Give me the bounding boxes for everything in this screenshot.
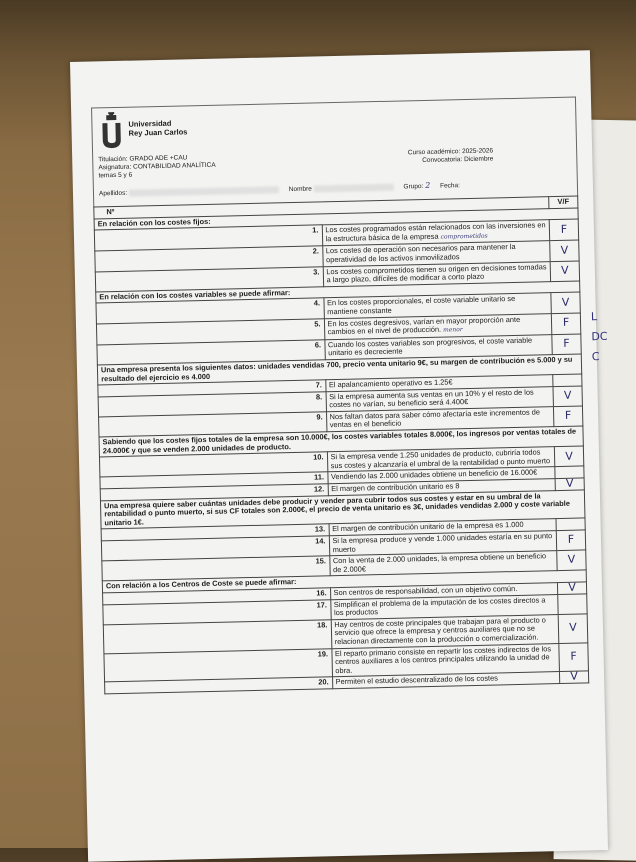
question-text: Nos faltan datos para saber cómo afectaría este incrementos de ventas en el beneficio: [326, 406, 554, 431]
question-text: En los costes proporcionales, el coste variable unitario se mantiene constante: [323, 293, 551, 318]
answer-cell[interactable]: F: [559, 642, 589, 671]
margin-mark: DC: [591, 329, 608, 344]
col-vf: V/F: [549, 196, 578, 208]
answer-cell[interactable]: [556, 518, 585, 530]
section-costes-totales: Sabiendo que los costes fijos totales de la empresa son 10.000€, los costes variables totales 8.000€, los ingresos por ventas totales de 24.000€ y que se venden 2.000 unidades de producto.: [99, 426, 583, 457]
question-text: Si la empresa produce y vende 1.000 unidades estaría en su punto muerto: [329, 531, 557, 556]
question-text: El reparto primario consiste en repartir los costes indirectos de los centros auxiliares a los centros principales utilizando la unidad de obra.: [331, 643, 559, 677]
question-text: Simplifican el problema de la imputación de los costes directos a los productos: [330, 594, 558, 619]
section-centros-coste: Con relación a los Centros de Coste se puede afirmar:: [102, 570, 586, 593]
question-text: Permiten el estudio descentralizado de los costes: [332, 672, 560, 689]
question-text: El margen de contribución unitario es 8: [328, 479, 556, 496]
question-text: Con la venta de 2.000 unidades, la empresa obtiene un beneficio de 2.000€: [329, 551, 557, 576]
grupo-value: 2: [425, 180, 431, 190]
question-number: 19.: [104, 648, 332, 682]
asignatura: Asignatura: CONTABILIDAD ANALÍTICA: [98, 161, 216, 172]
question-number: 14.: [101, 536, 329, 561]
question-text: Los costes de operación son necesarios para mantener la operatividad de los activos inmovilizados: [322, 241, 550, 266]
question-text: Si la empresa vende 1.250 unidades de producto, cubriría todos sus costes y alcanzaría el umbral de la rentabilidad o punto muerto: [327, 447, 555, 472]
question-5-text: En los costes degresivos, varían en mayor proporción ante cambios en el nivel de producción.: [327, 314, 521, 337]
question-text: Vendiendo las 2.000 unidades obtiene un beneficio de 16.000€: [327, 467, 555, 484]
question-number: 6.: [97, 340, 325, 365]
titulacion: Titulación: GRADO ADE +CAU: [98, 154, 188, 164]
university-logo-icon: [100, 112, 123, 150]
col-number: Nº: [94, 197, 549, 219]
question-text: El apalancamiento operativo es 1.25€: [325, 375, 553, 392]
question-number: 16.: [103, 588, 331, 605]
answer-cell[interactable]: V: [559, 671, 588, 683]
question-number: 20.: [105, 677, 333, 694]
answer-cell[interactable]: V: [555, 478, 584, 490]
section-costes-variables: En relación con los costes variables se puede afirmar:: [96, 281, 580, 304]
answer-cell[interactable]: F: [552, 334, 581, 355]
section-punto-muerto: Una empresa quiere saber cuántas unidades debe producir y vender para cubrir todos sus costes y estar en su umbral de la rentabilidad o punto muerto, si sus CF totales son 2.000€, el precio de venta unitario es 3€, unidades vendidas 2.000 y coste variable unitario 1€.: [100, 490, 585, 530]
fecha-label: Fecha:: [439, 182, 461, 190]
answer-cell[interactable]: V: [557, 582, 586, 594]
university-name: [128, 118, 187, 137]
temas: temas 5 y 6: [98, 171, 133, 180]
question-number: 11.: [100, 472, 328, 489]
question-text: Son centros de responsabilidad, con un objetivo común.: [330, 583, 558, 600]
question-number: 15.: [102, 556, 330, 581]
curso-academico: Curso académico: 2025-2026: [407, 147, 494, 157]
section-datos-empresa: Una empresa presenta los siguientes datos: unidades vendidas 700, precio venta unitario 9€, su margen de contribución es 5.000 y su resultado del ejercicio es 4.000: [97, 354, 581, 385]
handwritten-note: menor: [443, 326, 463, 334]
exam-meta: [343, 147, 493, 166]
answer-cell[interactable]: V: [557, 550, 586, 571]
university-line-2: Rey Juan Carlos: [128, 127, 188, 138]
question-number: 10.: [99, 452, 327, 477]
question-number: 17.: [103, 599, 331, 624]
question-1-text: Los costes programados están relacionados con las inversiones en la estructura básica de la empresa: [325, 220, 546, 244]
question-text: Cuando los costes variables son progresivos, el coste variable unitario es decreciente: [324, 334, 552, 359]
question-number: 5.: [96, 318, 324, 344]
handwritten-note: comprometidos: [440, 232, 488, 241]
answer-cell[interactable]: F: [551, 313, 580, 335]
answer-cell[interactable]: F: [553, 406, 582, 427]
answer-cell[interactable]: F: [549, 219, 578, 241]
margin-mark: C: [591, 350, 600, 364]
nombre-label: Nombre: [288, 185, 312, 194]
exam-content: [91, 97, 589, 695]
question-text: Hay centros de coste principales que trabajan para el producto o servicio que ofrece la empresa y centros auxiliares que no se relacionan directamente con la producción o comercialización.: [331, 614, 559, 648]
question-number: 13.: [101, 524, 329, 541]
answer-cell[interactable]: V: [550, 240, 579, 261]
section-costes-fijos: En relación con los costes fijos:: [94, 208, 578, 231]
question-number: 8.: [98, 391, 326, 416]
question-number: 18.: [103, 619, 331, 653]
exam-sheet: [70, 50, 608, 862]
question-text: El margen de contribución unitario de la empresa es 1.000: [329, 519, 557, 536]
question-number: 9.: [99, 412, 327, 437]
exam-header: [91, 97, 578, 207]
university-line-1: Universidad: [128, 118, 172, 129]
apellidos-label: Apellidos:: [98, 189, 128, 198]
answer-cell[interactable]: [558, 593, 587, 614]
margin-mark: L: [590, 310, 598, 324]
course-info: [98, 154, 216, 181]
answer-cell[interactable]: V: [550, 261, 579, 282]
nombre-redacted: [314, 183, 394, 192]
answer-cell[interactable]: F: [556, 530, 585, 551]
answer-cell[interactable]: V: [554, 446, 583, 467]
question-text: Si la empresa aumenta sus ventas en un 10% y el resto de los costes no varían, su beneficio será 4.400€: [326, 386, 554, 411]
question-number: 1.: [94, 225, 322, 251]
question-number: 2.: [95, 246, 323, 271]
grupo-label: Grupo:: [403, 183, 424, 191]
question-number: 7.: [98, 380, 326, 397]
answer-cell[interactable]: V: [553, 386, 582, 407]
answer-cell[interactable]: V: [551, 292, 580, 313]
question-table: [93, 196, 589, 695]
question-number: 4.: [96, 298, 324, 323]
question-text: Los costes comprometidos tienen su origen en decisiones tomadas a largo plazo, difíciles de modificar a corto plazo: [323, 261, 551, 286]
answer-cell[interactable]: V: [558, 614, 588, 643]
question-number: 12.: [100, 484, 328, 501]
convocatoria: Convocatoria: Diciembre: [422, 155, 494, 165]
student-row: [99, 180, 460, 197]
answer-cell[interactable]: [553, 374, 582, 386]
apellidos-redacted: [129, 186, 279, 196]
question-number: 3.: [95, 266, 323, 291]
